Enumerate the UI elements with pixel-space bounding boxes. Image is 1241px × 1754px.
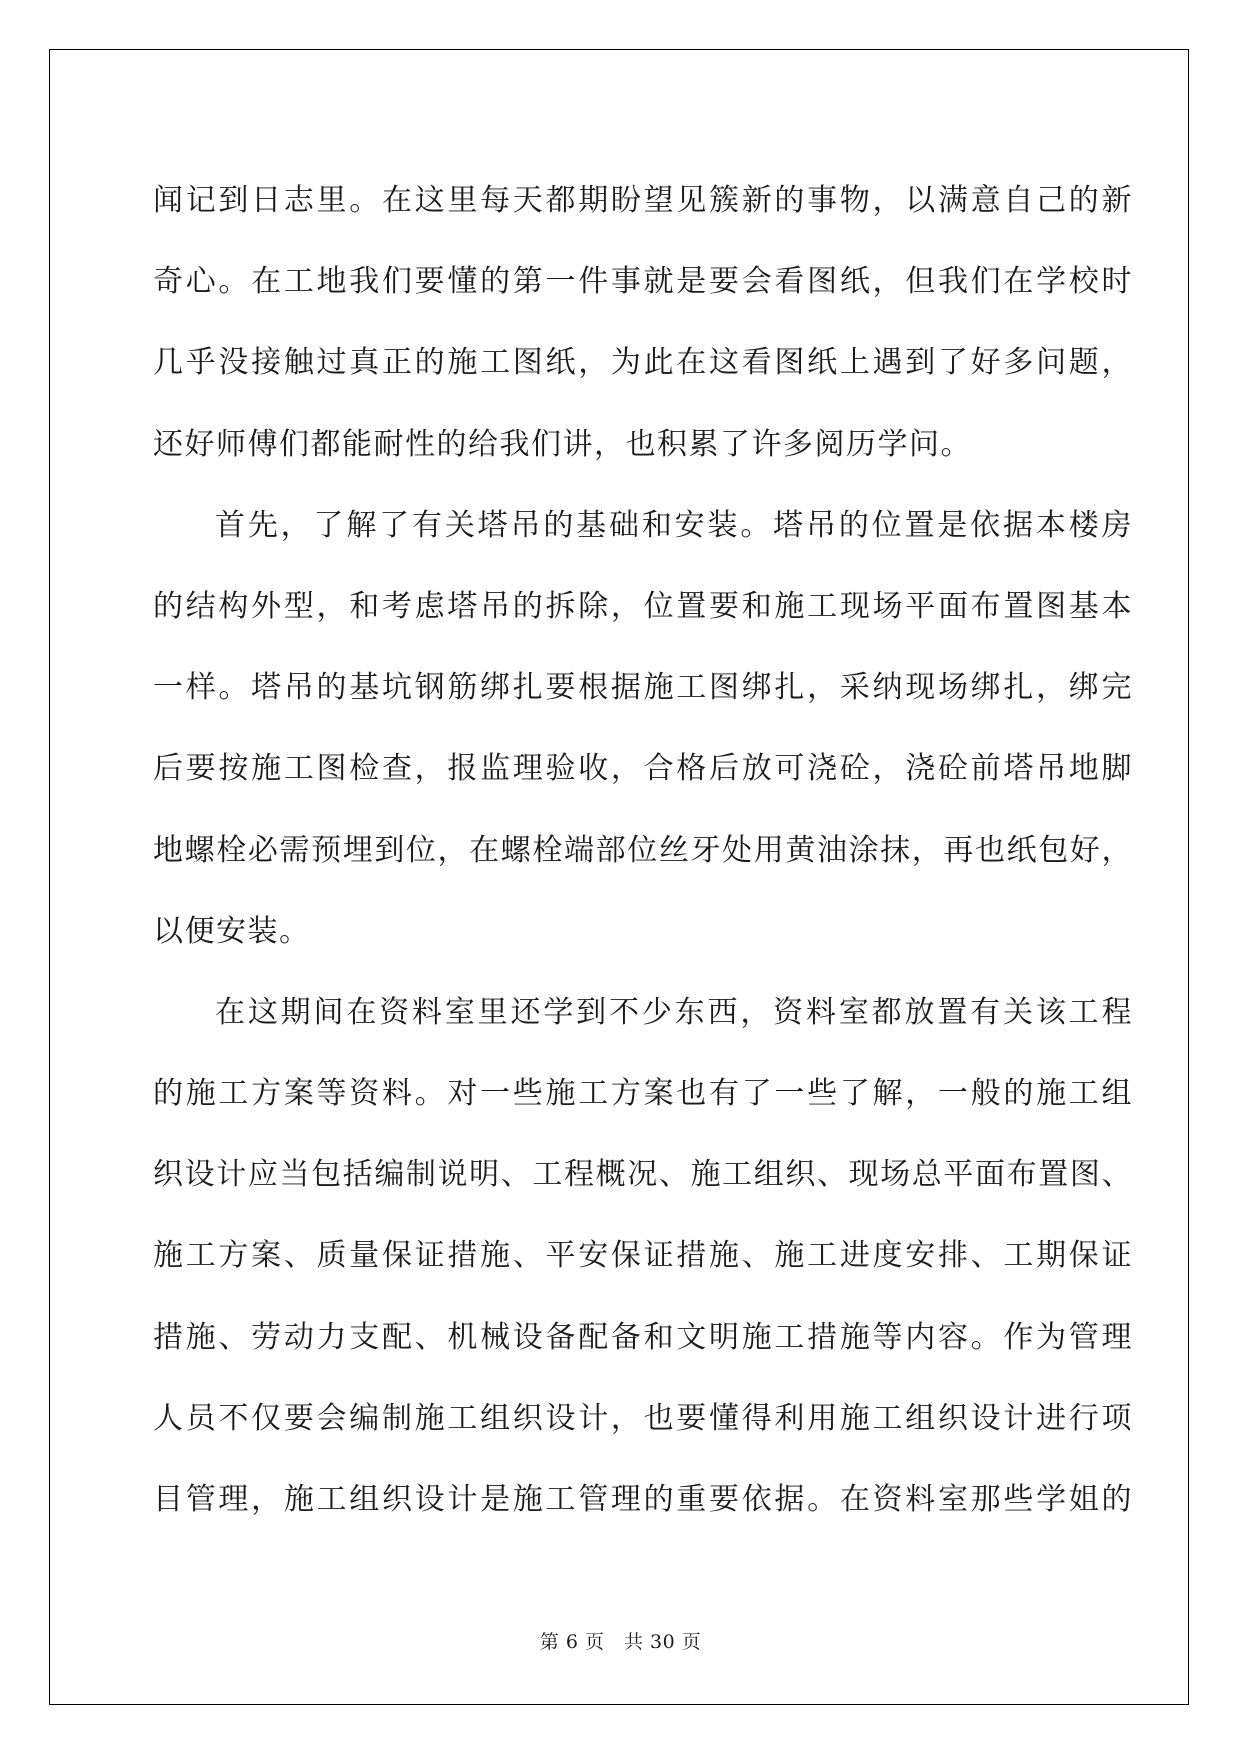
document-body (153, 160, 1133, 1540)
text-line: 一样。塔吊的基坑钢筋绑扎要根据施工图绑扎，采纳现场绑扎，绑完 (153, 670, 1133, 706)
text-line: 还好师傅们都能耐性的给我们讲，也积累了许多阅历学问。 (153, 426, 972, 462)
page-number: 第 6 页 共 30 页 (539, 1631, 702, 1653)
text-line: 闻记到日志里。在这里每天都期盼望见簇新的事物，以满意自己的新 (153, 183, 1133, 218)
text-line: 以便安装。 (153, 913, 311, 949)
paragraph-first-line: 在这期间在资料室里还学到不少东西，资料室都放置有关该工程 (215, 994, 1133, 1030)
paragraph-first-line: 首先，了解了有关塔吊的基础和安装。塔吊的位置是依据本楼房 (215, 507, 1133, 543)
text-line: 奇心。在工地我们要懂的第一件事就是要会看图纸，但我们在学校时 (153, 264, 1133, 300)
text-line: 后要按施工图检查，报监理验收，合格后放可浇砼，浇砼前塔吊地脚 (153, 751, 1133, 787)
text-line: 几乎没接触过真正的施工图纸，为此在这看图纸上遇到了好多问题， (153, 345, 1133, 381)
text-line: 的施工方案等资料。对一些施工方案也有了一些了解，一般的施工组 (153, 1076, 1133, 1112)
text-line: 的结构外型，和考虑塔吊的拆除，位置要和施工现场平面布置图基本 (153, 588, 1133, 624)
text-line: 人员不仅要会编制施工组织设计，也要懂得利用施工组织设计进行项 (153, 1400, 1133, 1436)
text-line: 措施、劳动力支配、机械设备配备和文明施工措施等内容。作为管理 (153, 1319, 1133, 1355)
text-line: 目管理，施工组织设计是施工管理的重要依据。在资料室那些学姐的 (153, 1482, 1133, 1517)
text-line: 地螺栓必需预埋到位，在螺栓端部位丝牙处用黄油涂抹，再也纸包好， (153, 832, 1133, 868)
text-line: 织设计应当包括编制说明、工程概况、施工组织、现场总平面布置图、 (153, 1157, 1133, 1193)
text-line: 施工方案、质量保证措施、平安保证措施、施工进度安排、工期保证 (153, 1238, 1133, 1274)
